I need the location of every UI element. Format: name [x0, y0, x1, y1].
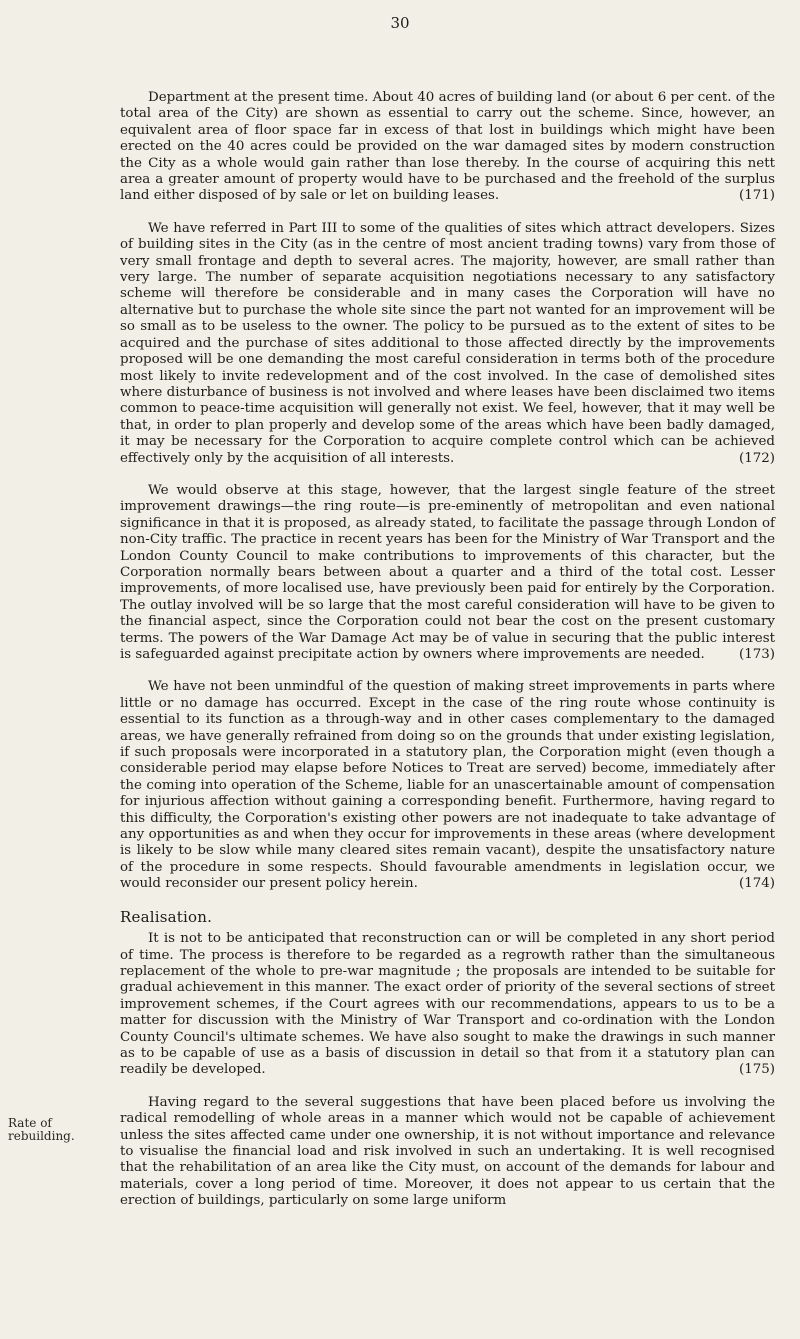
paragraph-173: [120, 483, 775, 663]
paragraph-text: Department at the present time. About 40 acres of building land (or about 6 per cent. of the total area of the City) are shown as essential to carry out the scheme. Since, however, an equivalent area of floor space far in excess of that lost in buildings which might have been erected on the 40 acres could be provided on the war damaged sites by modern construction the City as a whole would gain rather than lose thereby. In the course of acquiring this nett area a greater amount of property would have to be purchased and the freehold of the surplus land either disposed of by sale or let on building leases.: [120, 90, 775, 204]
section-heading: Realisation.: [120, 907, 213, 926]
margin-note-rate-of-rebuilding: Rate of rebuilding.: [8, 1116, 75, 1143]
paragraph-number: (171): [738, 188, 775, 204]
paragraph-text: We would observe at this stage, however, that the largest single feature of the street improvement drawings—the ring route—is pre-eminently of metropolitan and even national significance in that it is proposed, as already stated, to facilitate the passage through London of non-City traffic. The practice in recent years has been for the Ministry of War Transport and the London County Council to make contributions to improvements of this character, but the Corporation normally bears between about a quarter and a third of the total cost. Lesser improvements, of more localised use, have previously been paid for entirely by the Corporation. The outlay involved will be so large that the most careful consideration will have to be given to the financial aspect, since the Corporation could not bear the cost on the present customary terms. The powers of the War Damage Act may be of value in securing that the public interest is safeguarded against precipitate action by owners where improvements are needed.: [120, 482, 775, 662]
paragraph-text: Having regard to the several suggestions that have been placed before us involving the radical remodelling of whole areas in a manner which would not be capable of achievement unless the sites affected came under one ownership, it is not without importance and relevance to visualise the financial load and risk involved in such an undertaking. It is well recognised that the rehabilitation of an area like the City must, on account of the demands for labour and materials, cover a long period of time. Moreover, it does not appear to us certain that the erection of buildings, particularly on some large uniform: [120, 1094, 775, 1209]
paragraph-number: (174): [738, 876, 775, 892]
paragraph-171: [120, 90, 775, 205]
paragraph-text: We have referred in Part III to some of the qualities of sites which attract developers. Sizes of building sites in the City (as in the centre of most ancient trading towns) vary from those of very small frontage and depth to several acres. The majority, however, are small rather than very large. The number of separate acquisition negotiations necessary to any satisfactory scheme will therefore be considerable and in many cases the Corporation will have no alternative but to purchase the whole site since the part not wanted for an improvement will be so small as to be useless to the owner. The policy to be pursued as to the extent of sites to be acquired and the purchase of sites additional to those affected directly by the improvements proposed will be one demanding the most careful consideration in terms both of the procedure most likely to invite redevelopment and of the cost involved. In the case of demolished sites where disturbance of business is not involved and where leases have been disclaimed two items common to peace-time acquisition will generally not exist. We feel, however, that it may well be that, in order to plan properly and develop some of the areas which have been badly damaged, it may be necessary for the Corporation to acquire complete control which can be achieved effectively only by the acquisition of all interests.: [120, 220, 775, 466]
paragraph-number: (172): [738, 450, 775, 466]
paragraph-number: (175): [738, 1062, 775, 1078]
paragraph-176: [120, 1095, 775, 1210]
paragraph-number: (173): [738, 647, 775, 662]
paragraph-text: It is not to be anticipated that reconstruction can or will be completed in any short period of time. The process is therefore to be regarded as a regrowth rather than the simultaneous replacement of the whole to pre-war magnitude ; the proposals are intended to be suitable for gradual achievement in this manner. The exact order of priority of the several sections of street improvement schemes, if the Court agrees with our recommendations, appears to us to be a matter for discussion with the Ministry of War Transport and co-ordination with the London County Council's ultimate schemes. We have also sought to make the drawings in such manner as to be capable of use as a basis of discussion in detail so that from it a statutory plan can readily be developed.: [120, 931, 775, 1078]
page-number: 30: [390, 14, 410, 32]
paragraph-174: [120, 679, 775, 892]
page-body: [120, 90, 775, 1226]
paragraph-175: [120, 931, 775, 1079]
paragraph-172: [120, 221, 775, 467]
paragraph-text: We have not been unmindful of the question of making street improvements in parts where little or no damage has occurred. Except in the case of the ring route whose continuity is essential to its function as a through-way and in other cases complementary to the damaged areas, we have generally refrained from doing so on the grounds that under existing legislation, if such proposals were incorporated in a statutory plan, the Corporation might (even though a considerable period may elapse before Notices to Treat are served) become, immediately after the coming into operation of the Scheme, liable for an unascertainable amount of compensation for injurious affection without gaining a corresponding benefit. Furthermore, having regard to this difficulty, the Corporation's existing other powers are not inadequate to take advantage of any opportunities as and when they occur for improvements in these areas (where development is likely to be slow while many cleared sites remain vacant), despite the unsatisfactory nature of the procedure in some respects. Should favourable amendments in legislation occur, we would reconsider our present policy herein.: [120, 679, 775, 892]
